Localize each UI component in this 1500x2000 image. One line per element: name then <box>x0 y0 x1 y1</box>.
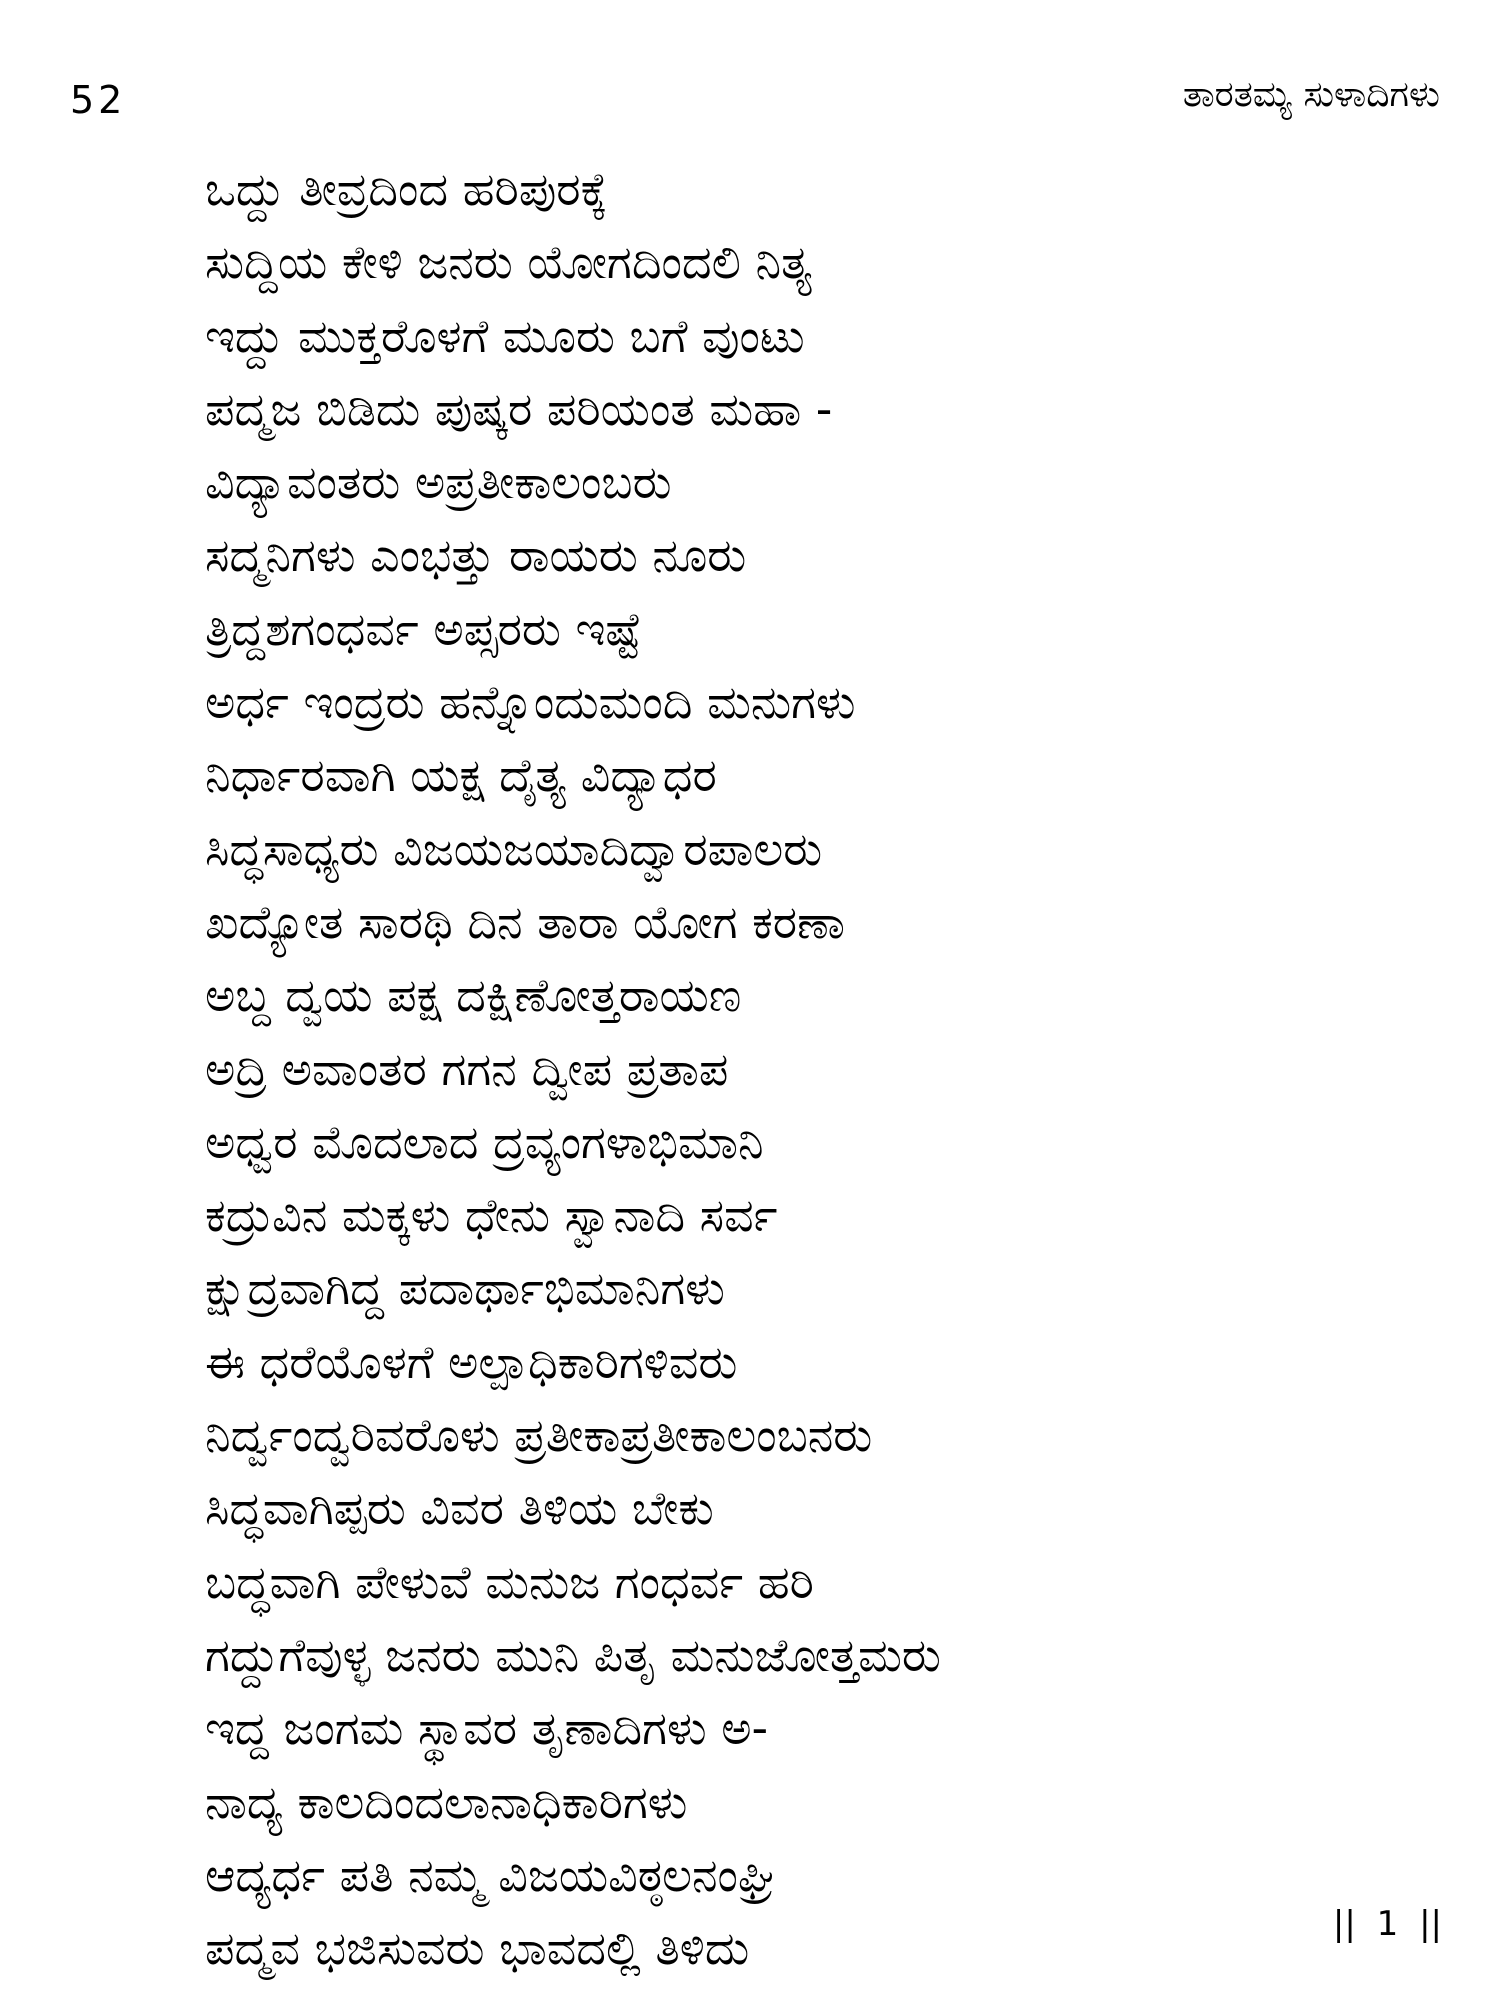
running-header-title: ತಾರತಮ್ಯ ಸುಳಾದಿಗಳು <box>1182 74 1440 115</box>
verse-line: ಗದ್ದುಗೆವುಳ್ಳ ಜನರು ಮುನಿ ಪಿತೃ ಮನುಜೋತ್ತಮರು <box>205 1627 941 1682</box>
verse-line: ಈ ಧರೆಯೊಳಗೆ ಅಲ್ಪಾಧಿಕಾರಿಗಳಿವರು <box>205 1334 738 1389</box>
verse-line: ಅರ್ಧ ಇಂದ್ರರು ಹನ್ನೊಂದುಮಂದಿ ಮನುಗಳು <box>205 675 856 730</box>
verse-line: ಸಿದ್ಧಸಾಧ್ಯರು ವಿಜಯಜಯಾದಿದ್ವಾರಪಾಲರು <box>205 821 823 876</box>
verse-line: ಕದ್ರುವಿನ ಮಕ್ಕಳು ಧೇನು ಸ್ವಾನಾದಿ ಸರ್ವ <box>205 1188 778 1243</box>
verse-line: ವಿದ್ಯಾವಂತರು ಅಪ್ರತೀಕಾಲಂಬರು <box>205 455 672 510</box>
verse-line: ಖದ್ಯೋತ ಸಾರಥಿ ದಿನ ತಾರಾ ಯೋಗ ಕರಣಾ <box>205 894 846 949</box>
verse-block <box>205 153 1325 1985</box>
verse-line: ಪದ್ಮವ ಭಜಿಸುವರು ಭಾವದಲ್ಲಿ ತಿಳಿದು <box>205 1921 750 1976</box>
verse-line: ಕ್ಷುದ್ರವಾಗಿದ್ದ ಪದಾರ್ಥಾಭಿಮಾನಿಗಳು <box>205 1261 725 1316</box>
verse-line: ನಾದ್ಯ ಕಾಲದಿಂದಲಾನಾಧಿಕಾರಿಗಳು <box>205 1774 688 1829</box>
verse-line: ಇದ್ದ ಜಂಗಮ ಸ್ಥಾವರ ತೃಣಾದಿಗಳು ಅ- <box>205 1701 769 1756</box>
verse-line: ಒದ್ದು ತೀವ್ರದಿಂದ ಹರಿಪುರಕ್ಕೆ <box>205 162 608 216</box>
verse-line: ಸದ್ಮನಿಗಳು ಎಂಭತ್ತು ರಾಯರು ನೂರು <box>205 528 747 583</box>
verse-line: ತ್ರಿದ್ದಶಗಂಧರ್ವ ಅಪ್ಸರರು ಇಷ್ಟೆ <box>205 601 642 656</box>
verse-line: ಅಧ್ವರ ಮೊದಲಾದ ದ್ರವ್ಯಂಗಳಾಭಿಮಾನಿ <box>205 1114 764 1169</box>
page-number: 52 <box>70 78 127 122</box>
verse-line: ಆದ್ಯರ್ಧ ಪತಿ ನಮ್ಮ ವಿಜಯವಿಠ್ಠಲನಂಘ್ರಿ <box>205 1847 776 1902</box>
verse-line: ನಿರ್ದ್ವಂದ್ವರಿವರೊಳು ಪ್ರತೀಕಾಪ್ರತೀಕಾಲಂಬನರು <box>205 1408 873 1463</box>
verse-line: ಬದ್ಧವಾಗಿ ಪೇಳುವೆ ಮನುಜ ಗಂಧರ್ವ ಹರಿ <box>205 1554 814 1609</box>
verse-line: ಸಿದ್ಧವಾಗಿಪ್ಪರು ವಿವರ ತಿಳಿಯ ಬೇಕು <box>205 1481 714 1536</box>
verse-line: ನಿರ್ಧಾರವಾಗಿ ಯಕ್ಷ ದೈತ್ಯ ವಿದ್ಯಾಧರ <box>205 748 717 803</box>
verse-line: ಪದ್ಮಜ ಬಿಡಿದು ಪುಷ್ಕರ ಪರಿಯಂತ ಮಹಾ - <box>205 381 833 436</box>
verse-line: ಇದ್ದು ಮುಕ್ತರೊಳಗೆ ಮೂರು ಬಗೆ ವುಂಟು <box>205 308 805 363</box>
verse-line: ಸುದ್ದಿಯ ಕೇಳಿ ಜನರು ಯೋಗದಿಂದಲಿ ನಿತ್ಯ <box>205 235 812 290</box>
verse-line: ಅದ್ರಿ ಅವಾಂತರ ಗಗನ ದ್ವೀಪ ಪ್ರತಾಪ <box>205 1041 729 1096</box>
verse-line: ಅಬ್ದ ದ್ವಯ ಪಕ್ಷ ದಕ್ಷಿಣೋತ್ತರಾಯಣ <box>205 968 742 1023</box>
stanza-marker: || 1 || <box>1332 1904 1442 1944</box>
